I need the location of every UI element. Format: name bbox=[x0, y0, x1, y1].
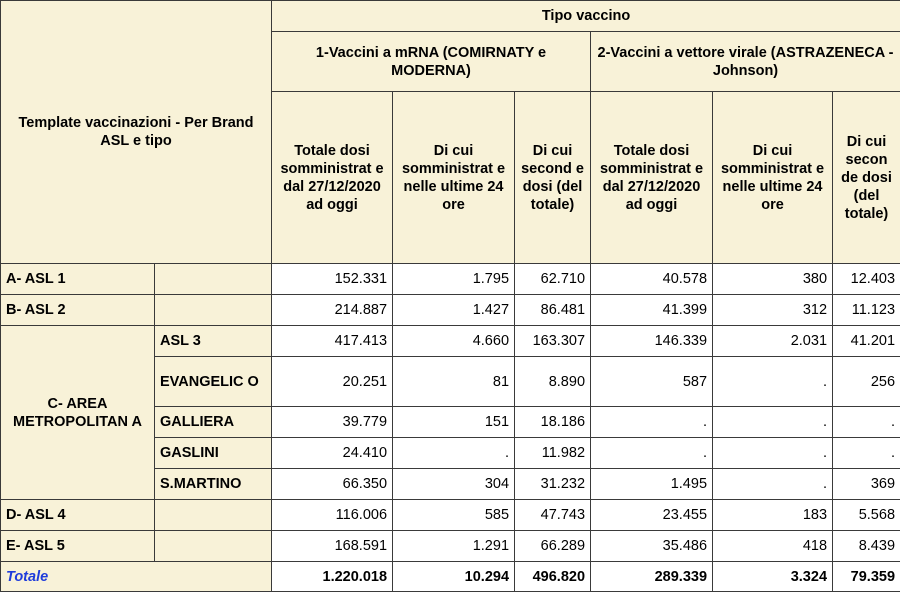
row-label: EVANGELIC O bbox=[155, 357, 272, 407]
total-value: 289.339 bbox=[591, 562, 713, 592]
cell-value: 11.123 bbox=[833, 295, 900, 326]
cell-value: 2.031 bbox=[713, 326, 833, 357]
cell-value: 5.568 bbox=[833, 500, 900, 531]
empty-cell bbox=[155, 264, 272, 295]
cell-value: . bbox=[713, 438, 833, 469]
tipo-vaccino-header: Tipo vaccino bbox=[272, 1, 900, 32]
cell-value: . bbox=[713, 357, 833, 407]
cell-value: 35.486 bbox=[591, 531, 713, 562]
cell-value: 62.710 bbox=[515, 264, 591, 295]
cell-value: 8.439 bbox=[833, 531, 900, 562]
cell-value: 214.887 bbox=[272, 295, 393, 326]
cell-value: 418 bbox=[713, 531, 833, 562]
cell-value: 256 bbox=[833, 357, 900, 407]
row-label: ASL 3 bbox=[155, 326, 272, 357]
row-label: D- ASL 4 bbox=[1, 500, 155, 531]
total-value: 10.294 bbox=[393, 562, 515, 592]
cell-value: 380 bbox=[713, 264, 833, 295]
cell-value: 12.403 bbox=[833, 264, 900, 295]
cell-value: . bbox=[591, 438, 713, 469]
template-label: Template vaccinazioni - Per Brand ASL e tipo bbox=[1, 1, 272, 264]
cell-value: 11.982 bbox=[515, 438, 591, 469]
cell-value: 41.201 bbox=[833, 326, 900, 357]
col-header-mrna-seconde: Di cui second e dosi (del totale) bbox=[515, 92, 591, 264]
col-header-viral-totale: Totale dosi somministrat e dal 27/12/2020 ad oggi bbox=[591, 92, 713, 264]
cell-value: . bbox=[393, 438, 515, 469]
cell-value: 18.186 bbox=[515, 407, 591, 438]
cell-value: . bbox=[833, 438, 900, 469]
cell-value: 8.890 bbox=[515, 357, 591, 407]
cell-value: 86.481 bbox=[515, 295, 591, 326]
cell-value: 24.410 bbox=[272, 438, 393, 469]
cell-value: 39.779 bbox=[272, 407, 393, 438]
table-row bbox=[1, 264, 900, 295]
cell-value: 1.427 bbox=[393, 295, 515, 326]
table-row bbox=[1, 326, 900, 357]
row-label: A- ASL 1 bbox=[1, 264, 155, 295]
table-row bbox=[1, 500, 900, 531]
total-value: 496.820 bbox=[515, 562, 591, 592]
cell-value: 23.455 bbox=[591, 500, 713, 531]
group-viral-vector-header: 2-Vaccini a vettore virale (ASTRAZENECA - Johnson) bbox=[591, 32, 900, 92]
cell-value: 81 bbox=[393, 357, 515, 407]
cell-value: 31.232 bbox=[515, 469, 591, 500]
cell-value: 417.413 bbox=[272, 326, 393, 357]
col-header-viral-24h: Di cui somministrat e nelle ultime 24 ore bbox=[713, 92, 833, 264]
cell-value: 163.307 bbox=[515, 326, 591, 357]
row-label: B- ASL 2 bbox=[1, 295, 155, 326]
cell-value: 4.660 bbox=[393, 326, 515, 357]
table-row bbox=[1, 295, 900, 326]
col-header-viral-seconde: Di cui secon de dosi (del totale) bbox=[833, 92, 900, 264]
cell-value: 40.578 bbox=[591, 264, 713, 295]
cell-value: 1.795 bbox=[393, 264, 515, 295]
cell-value: 66.289 bbox=[515, 531, 591, 562]
row-label: GALLIERA bbox=[155, 407, 272, 438]
cell-value: . bbox=[713, 469, 833, 500]
group-mrna-header: 1-Vaccini a mRNA (COMIRNATY e MODERNA) bbox=[272, 32, 591, 92]
cell-value: 168.591 bbox=[272, 531, 393, 562]
cell-value: 47.743 bbox=[515, 500, 591, 531]
total-label: Totale bbox=[1, 562, 272, 592]
area-metropolitana-label: C- AREA METROPOLITAN A bbox=[1, 326, 155, 500]
cell-value: 369 bbox=[833, 469, 900, 500]
col-header-mrna-totale: Totale dosi somministrat e dal 27/12/2020 ad oggi bbox=[272, 92, 393, 264]
cell-value: . bbox=[591, 407, 713, 438]
empty-cell bbox=[155, 295, 272, 326]
cell-value: 183 bbox=[713, 500, 833, 531]
cell-value: 41.399 bbox=[591, 295, 713, 326]
cell-value: 146.339 bbox=[591, 326, 713, 357]
cell-value: . bbox=[713, 407, 833, 438]
total-value: 79.359 bbox=[833, 562, 900, 592]
total-value: 3.324 bbox=[713, 562, 833, 592]
row-label: E- ASL 5 bbox=[1, 531, 155, 562]
cell-value: 66.350 bbox=[272, 469, 393, 500]
row-label: GASLINI bbox=[155, 438, 272, 469]
cell-value: 1.291 bbox=[393, 531, 515, 562]
col-header-mrna-24h: Di cui somministrat e nelle ultime 24 ore bbox=[393, 92, 515, 264]
cell-value: 587 bbox=[591, 357, 713, 407]
empty-cell bbox=[155, 531, 272, 562]
total-row bbox=[1, 562, 900, 592]
cell-value: 20.251 bbox=[272, 357, 393, 407]
total-value: 1.220.018 bbox=[272, 562, 393, 592]
cell-value: . bbox=[833, 407, 900, 438]
cell-value: 116.006 bbox=[272, 500, 393, 531]
empty-cell bbox=[155, 500, 272, 531]
cell-value: 152.331 bbox=[272, 264, 393, 295]
cell-value: 151 bbox=[393, 407, 515, 438]
cell-value: 585 bbox=[393, 500, 515, 531]
cell-value: 304 bbox=[393, 469, 515, 500]
row-label: S.MARTINO bbox=[155, 469, 272, 500]
cell-value: 1.495 bbox=[591, 469, 713, 500]
cell-value: 312 bbox=[713, 295, 833, 326]
table-row bbox=[1, 531, 900, 562]
